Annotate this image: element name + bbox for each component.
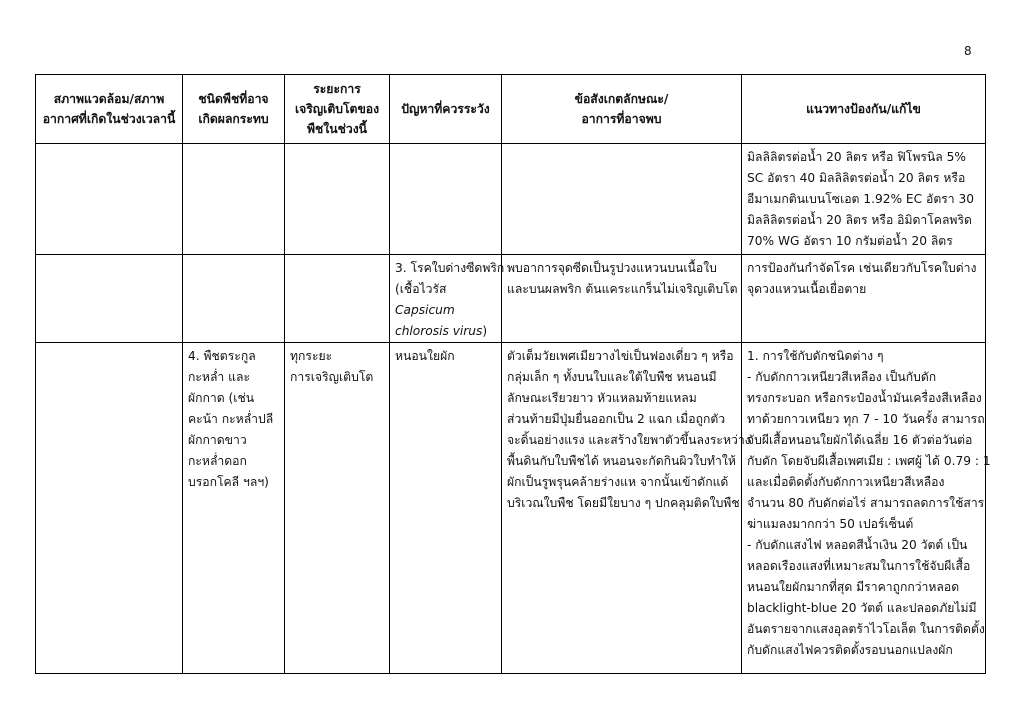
cell-prevention: มิลลิลิตรต่อน้ำ 20 ลิตร หรือ ฟิโพรนิล 5% SC อัตรา 40 มิลลิลิตรต่อน้ำ 20 ลิตร หรือ อีมาเมกตินเบนโซเอต 1.92% EC อัตรา 30 มิลลิลิตรต่อน้ำ 20 ลิตร หรือ อิมิดาโคลพริด 70% WG อัตรา 10 กรัมต่อน้ำ 20 ลิตร <box>742 144 986 255</box>
cell-crop <box>183 255 285 343</box>
table-row <box>36 255 986 343</box>
cell-problem: หนอนใยผัก <box>390 343 502 674</box>
cell-problem <box>390 144 502 255</box>
header-crop: ชนิดพืชที่อาจ เกิดผลกระทบ <box>183 75 285 144</box>
header-environment: สภาพแวดล้อม/สภาพ อากาศที่เกิดในช่วงเวลานี้ <box>36 75 183 144</box>
cell-environment <box>36 255 183 343</box>
advisory-table <box>35 74 991 674</box>
header-problem: ปัญหาที่ควรระวัง <box>390 75 502 144</box>
cell-stage <box>285 144 390 255</box>
cell-symptoms: พบอาการจุดซีดเป็นรูปวงแหวนบนเนื้อใบ และบนผลพริก ต้นแคระแกร็นไม่เจริญเติบโต <box>502 255 742 343</box>
cell-problem: 3. โรคใบด่างซีดพริก (เชื้อไวรัส Capsicum chlorosis virus) <box>390 255 502 343</box>
cell-symptoms <box>502 144 742 255</box>
page-number: 8 <box>964 44 972 58</box>
cell-environment <box>36 144 183 255</box>
header-symptoms: ข้อสังเกตลักษณะ/ อาการที่อาจพบ <box>502 75 742 144</box>
header-row <box>36 75 986 144</box>
header-growth-stage: ระยะการ เจริญเติบโตของ พืชในช่วงนี้ <box>285 75 390 144</box>
cell-stage <box>285 255 390 343</box>
cell-environment <box>36 343 183 674</box>
header-prevention: แนวทางป้องกัน/แก้ไข <box>742 75 986 144</box>
table-row <box>36 343 986 674</box>
cell-stage: ทุกระยะ การเจริญเติบโต <box>285 343 390 674</box>
table-row <box>36 144 986 255</box>
cell-symptoms: ตัวเต็มวัยเพศเมียวางไข่เป็นฟองเดี่ยว ๆ หรือ กลุ่มเล็ก ๆ ทั้งบนใบและใต้ใบพืช หนอนมี ลักษณะเรียวยาว หัวแหลมท้ายแหลม ส่วนท้ายมีปุ่มยื่นออกเป็น 2 แฉก เมื่อถูกตัว จะดิ้นอย่างแรง และสร้างใยพาตัวขึ้นลงระหว่าง พื้นดินกับใบพืชได้ หนอนจะกัดกินผิวใบทำให้ ผักเป็นรูพรุนคล้ายร่างแห จากนั้นเข้าดักแด้ บริเวณใบพืช โดยมีใยบาง ๆ ปกคลุมติดใบพืช <box>502 343 742 674</box>
cell-prevention: 1. การใช้กับดักชนิดต่าง ๆ - กับดักกาวเหนียวสีเหลือง เป็นกับดัก ทรงกระบอก หรือกระป๋องน้ำมันเครื่องสีเหลือง ทาด้วยกาวเหนียว ทุก 7 - 10 วันครั้ง สามารถ จับผีเสื้อหนอนใยผักได้เฉลี่ย 16 ตัวต่อวันต่อ กับดัก โดยจับผีเสื้อเพศเมีย : เพศผู้ ได้ 0.79 : 1 และเมื่อติดตั้งกับดักกาวเหนียวสีเหลือง จำนวน 80 กับดักต่อไร่ สามารถลดการใช้สาร ฆ่าแมลงมากกว่า 50 เปอร์เซ็นต์ - กับดักแสงไฟ หลอดสีน้ำเงิน 20 วัตต์ เป็น หลอดเรืองแสงที่เหมาะสมในการใช้จับผีเสื้อ หนอนใยผักมากที่สุด มีราคาถูกกว่าหลอด blacklight-blue 20 วัตต์ และปลอดภัยไม่มี อันตรายจากแสงอุลตร้าไวโอเล็ต ในการติดตั้ง กับดักแสงไฟควรติดตั้งรอบนอกแปลงผัก <box>742 343 986 674</box>
cell-prevention: การป้องกันกำจัดโรค เช่นเดียวกับโรคใบด่าง จุดวงแหวนเนื้อเยื่อตาย <box>742 255 986 343</box>
cell-crop <box>183 144 285 255</box>
cell-crop: 4. พืชตระกูล กะหล่ำ และ ผักกาด (เช่น คะน้า กะหล่ำปลี ผักกาดขาว กะหล่ำดอก บรอกโคลี ฯลฯ) <box>183 343 285 674</box>
